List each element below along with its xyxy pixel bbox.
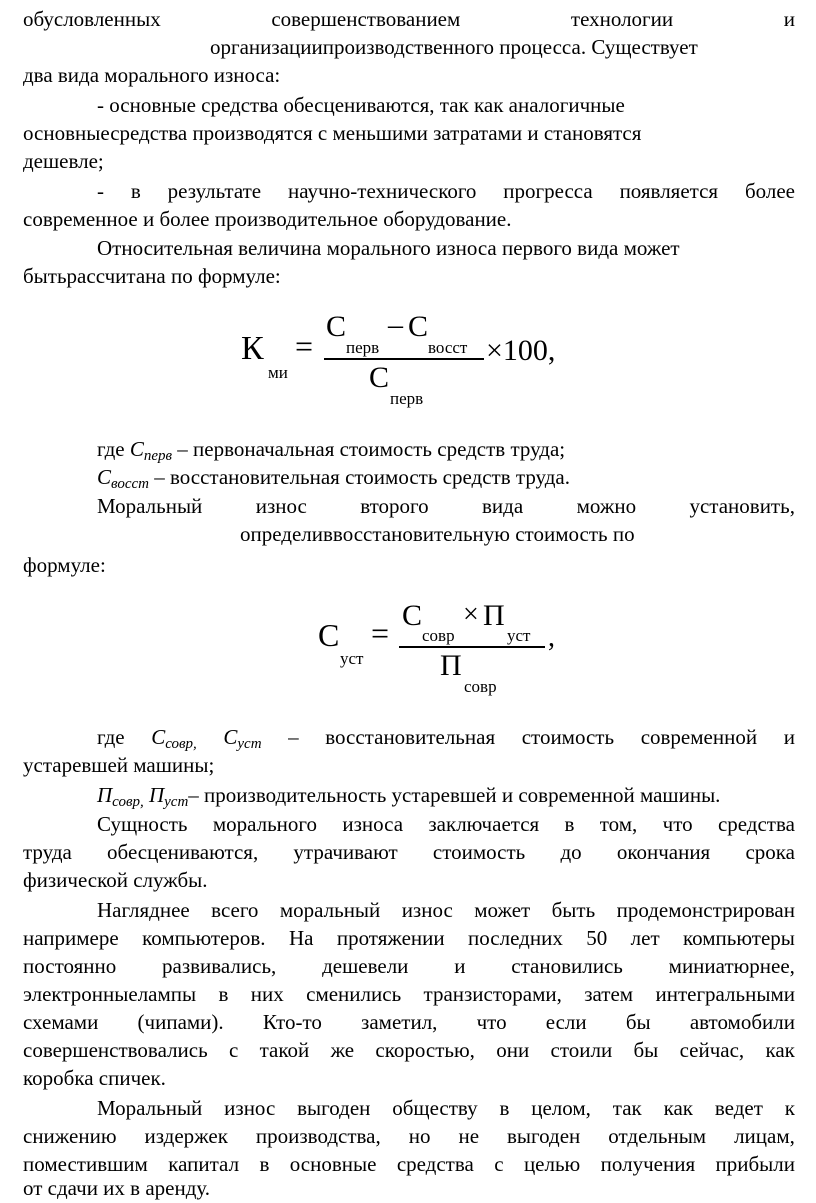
word: так (612, 1096, 642, 1120)
word: что (476, 1010, 507, 1034)
formula-symbol: К (241, 330, 264, 367)
formula-subscript: перв (390, 389, 424, 408)
text-line: основныесредства производятся с меньшими затратами и становятся (23, 121, 642, 145)
word: электронныелампы (23, 982, 197, 1006)
formula-equals: = (295, 328, 314, 364)
word: и (783, 7, 795, 31)
word: лет (630, 926, 660, 950)
word: транзисторами, (423, 982, 562, 1006)
definition-line: $С_{восст}$ – восстановительная стоимость средств труда. (97, 465, 570, 492)
word: сейчас, (679, 1038, 745, 1062)
word: автомобили (689, 1010, 795, 1034)
word: интегральными (655, 982, 795, 1006)
word: Сущность (97, 812, 188, 836)
word: капитал (168, 1152, 240, 1176)
word: в (259, 1152, 270, 1176)
text-line (23, 925, 795, 953)
word: что (662, 812, 693, 836)
word: но (408, 1124, 431, 1148)
word: средства (717, 812, 795, 836)
word: утрачивают (293, 840, 398, 864)
word: они (496, 1038, 530, 1062)
text-line (97, 1095, 795, 1123)
word: средства (396, 1152, 474, 1176)
formula-subscript: уст (507, 626, 531, 645)
formula-times: × (463, 599, 479, 630)
text-line: - основные средства обесцениваются, так как аналогичные (97, 93, 625, 117)
word: компьютеры (683, 926, 795, 950)
text-line: физической службы. (23, 868, 208, 892)
formula-equals: = (371, 615, 390, 651)
word: На (288, 926, 314, 950)
word: в (130, 179, 141, 203)
word: обществу (392, 1096, 478, 1120)
word: совершенствованием (271, 7, 461, 31)
word: окончания (616, 840, 711, 864)
word: как (765, 1038, 795, 1062)
word: основные (289, 1152, 377, 1176)
word: стоили (550, 1038, 613, 1062)
word: издержек (144, 1124, 228, 1148)
word: совершенствовались (23, 1038, 208, 1062)
text-line (97, 178, 795, 206)
word: Моральный (97, 494, 203, 518)
text-line: коробка спичек. (23, 1066, 166, 1090)
formula-comma: , (548, 622, 555, 653)
word: протяжении (336, 926, 445, 950)
formula-minus: – (388, 308, 403, 341)
formula-subscript: ми (268, 363, 288, 382)
text-line (23, 981, 795, 1009)
text-line: от сдачи их в аренду. (23, 1176, 211, 1200)
word: отдельным (608, 1124, 707, 1148)
text-line: дешевле; (23, 149, 104, 173)
text-line (97, 897, 795, 925)
word: лицам, (734, 1124, 795, 1148)
word: получения (600, 1152, 696, 1176)
formula-symbol: С (402, 599, 423, 632)
word: прогресса (503, 179, 593, 203)
word: скоростью, (375, 1038, 475, 1062)
word: износа (342, 812, 404, 836)
formula-subscript: перв (346, 338, 380, 357)
word: ведет (714, 1096, 763, 1120)
word: заметил, (361, 1010, 438, 1034)
word: последних (468, 926, 563, 950)
formula-subscript: совр (464, 677, 497, 696)
word: технологии (570, 7, 674, 31)
formula-subscript: совр (422, 626, 455, 645)
formula-symbol: С (318, 617, 340, 653)
word: выгоден (507, 1124, 581, 1148)
word: сменились (306, 982, 402, 1006)
word: такой (259, 1038, 310, 1062)
word: до (560, 840, 582, 864)
formula-subscript: уст (340, 649, 364, 668)
word: обусловленных (23, 7, 161, 31)
word: износ (255, 494, 307, 518)
text-line (23, 6, 795, 34)
word: Моральный (97, 1096, 203, 1120)
word: заключается (428, 812, 540, 836)
word: к (784, 1096, 795, 1120)
formula-subscript: восст (428, 338, 468, 357)
word: продемонстрирован (616, 898, 795, 922)
word: морального (212, 812, 318, 836)
word: бы (625, 1010, 651, 1034)
word: производства, (255, 1124, 381, 1148)
word: напримере (23, 926, 119, 950)
word: в (499, 1096, 510, 1120)
word: срока (745, 840, 795, 864)
word: выгоден (297, 1096, 371, 1120)
word: Кто-то (262, 1010, 322, 1034)
word: моральный (279, 898, 381, 922)
word: как (663, 1096, 694, 1120)
word: дешевели (322, 954, 409, 978)
word: появляется (619, 179, 719, 203)
word: схемами (23, 1010, 99, 1034)
word: всего (211, 898, 259, 922)
word: износ (401, 898, 453, 922)
word: не (458, 1124, 480, 1148)
word: 50 (586, 926, 608, 950)
fraction-bar (399, 646, 545, 648)
word: затем (584, 982, 634, 1006)
word: второго (360, 494, 429, 518)
word: научно-технического (287, 179, 477, 203)
word: (чипами). (137, 1010, 224, 1034)
word: если (545, 1010, 587, 1034)
text-line (23, 953, 795, 981)
word: целью (523, 1152, 581, 1176)
definition-line: где $С_{совр,}$ $С_{уст}$ – восстановительная стоимость современной и (97, 725, 795, 752)
word: износ (224, 1096, 276, 1120)
text-line: формуле: (23, 553, 106, 577)
word: в (564, 812, 575, 836)
text-line: современное и более производительное оборудование. (23, 207, 512, 231)
word: развивались, (162, 954, 277, 978)
word: с (494, 1152, 504, 1176)
definition-line: где $С_{перв}$ – первоначальная стоимость средств труда; (97, 437, 566, 464)
text-line (97, 493, 795, 521)
text-line: Относительная величина морального износа первого вида может (97, 236, 680, 260)
word: же (330, 1038, 355, 1062)
formula-symbol: С (326, 310, 347, 343)
word: установить, (689, 494, 795, 518)
word: бы (633, 1038, 659, 1062)
word: быть (551, 898, 596, 922)
fraction-bar (324, 358, 484, 360)
word: Нагляднее (97, 898, 190, 922)
word: более (744, 179, 795, 203)
word: становились (511, 954, 623, 978)
text-line: бытьрассчитана по формуле: (23, 264, 281, 288)
formula-multiplier: ×100, (486, 334, 556, 367)
word: и (454, 954, 466, 978)
word: целом, (531, 1096, 591, 1120)
definition-line: $П_{совр,}$ $П_{уст}-$ производительность устаревшей и современной машины. (97, 783, 721, 810)
word: труда (23, 840, 72, 864)
word: можно (576, 494, 637, 518)
text-line: организациипроизводственного процесса. Существует (210, 35, 698, 59)
text-line: определиввосстановительную стоимость по (240, 522, 635, 546)
word: постоянно (23, 954, 117, 978)
text-line (23, 839, 795, 867)
word: результате (167, 179, 262, 203)
word: компьютеров. (142, 926, 266, 950)
word: поместившим (23, 1152, 148, 1176)
word: снижению (23, 1124, 117, 1148)
word: с (229, 1038, 239, 1062)
text-line (23, 1037, 795, 1065)
formula-symbol: С (408, 310, 429, 343)
text-line (23, 1009, 795, 1037)
word: обесцениваются, (107, 840, 259, 864)
word: миниатюрнее, (668, 954, 795, 978)
formula-symbol: П (440, 649, 462, 682)
word: том, (599, 812, 638, 836)
word: - (97, 179, 104, 203)
word: вида (482, 494, 524, 518)
definition-line: устаревшей машины; (23, 753, 215, 777)
text-line (23, 1123, 795, 1151)
text-line: два вида морального износа: (23, 63, 281, 87)
formula-symbol: С (369, 361, 390, 394)
word: прибыли (715, 1152, 795, 1176)
word: них (250, 982, 284, 1006)
word: может (474, 898, 531, 922)
word: стоимость (432, 840, 526, 864)
word: в (218, 982, 229, 1006)
text-line (97, 811, 795, 839)
formula-symbol: П (483, 599, 505, 632)
